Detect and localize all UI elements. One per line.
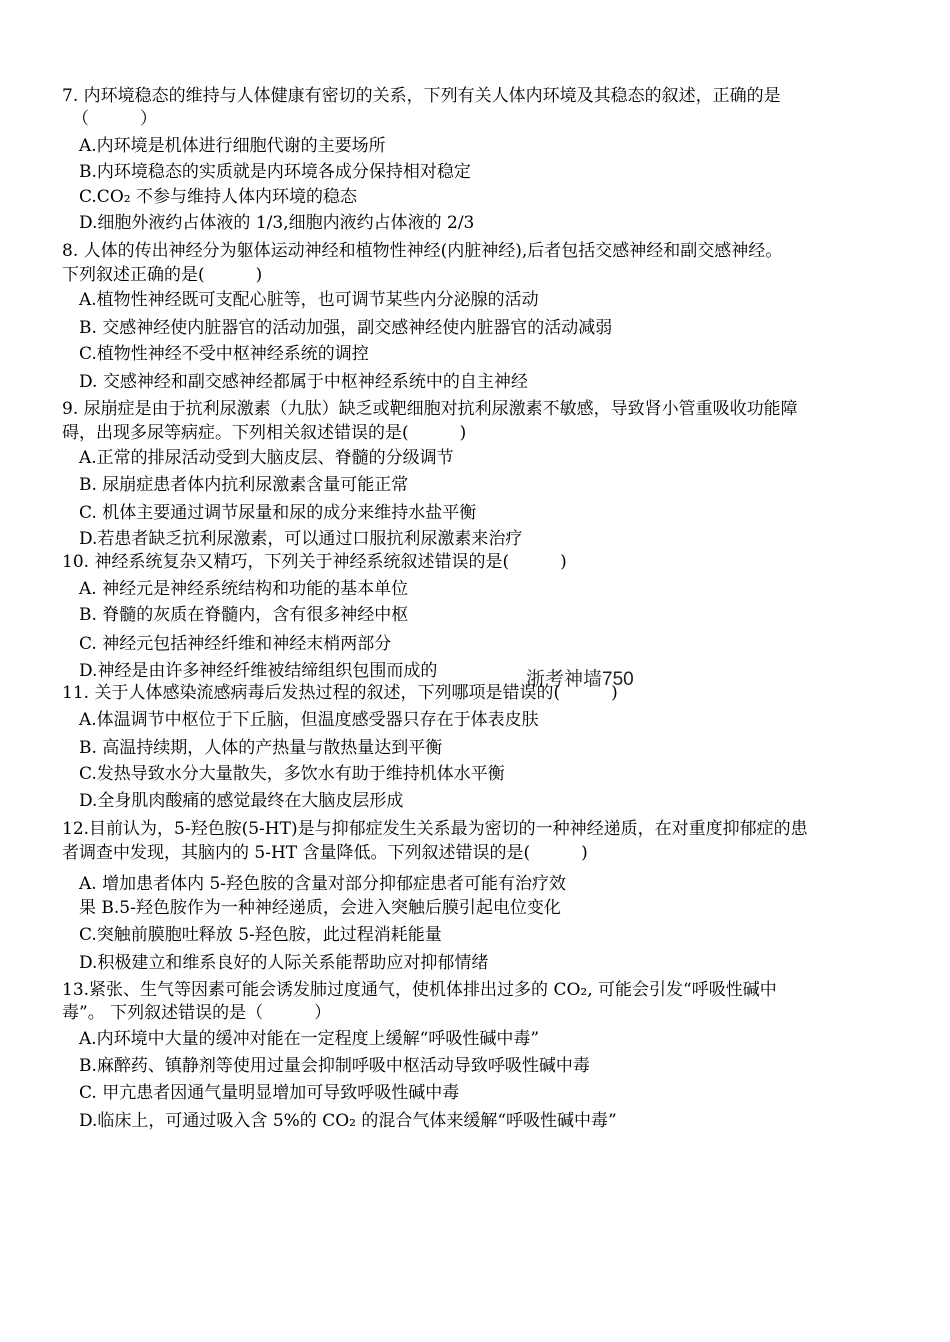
- question-11-stem: 11. 关于人体感染流感病毒后发热过程的叙述，下列哪项是错误的( ): [62, 683, 618, 703]
- question-8-stem: 8. 人体的传出神经分为躯体运动神经和植物性神经(内脏神经),后者包括交感神经和副交感神经。: [62, 241, 783, 261]
- question-10-option-d: D.神经是由许多神经纤维被结缔组织包围而成的: [79, 661, 438, 681]
- question-11-option-b: B. 高温持续期，人体的产热量与散热量达到平衡: [79, 738, 443, 758]
- question-12-option-a: A. 增加患者体内 5-羟色胺的含量对部分抑郁症患者可能有治疗效: [79, 874, 567, 894]
- question-11-option-c: C.发热导致水分大量散失，多饮水有助于维持机体水平衡: [79, 764, 505, 784]
- question-13-option-d: D.临床上，可通过吸入含 5%的 CO₂ 的混合气体来缓解“呼吸性碱中毒”: [79, 1111, 617, 1131]
- question-13-stem: 13.紧张、生气等因素可能会诱发肺过度通气，使机体排出过多的 CO₂, 可能会引发“呼吸性碱中: [62, 980, 777, 1000]
- question-9-option-d: D.若患者缺乏抗利尿激素，可以通过口服抗利尿激素来治疗: [79, 529, 523, 549]
- question-11-option-a: A.体温调节中枢位于下丘脑，但温度感受器只存在于体表皮肤: [79, 710, 539, 730]
- question-7-option-a: A.内环境是机体进行细胞代谢的主要场所: [79, 136, 386, 156]
- question-9-option-a: A.正常的排尿活动受到大脑皮层、脊髓的分级调节: [79, 448, 454, 468]
- question-12-option-c: C.突触前膜胞吐释放 5-羟色胺，此过程消耗能量: [79, 925, 442, 945]
- question-7-option-d: D.细胞外液约占体液的 1/3,细胞内液约占体液的 2/3: [79, 213, 475, 233]
- question-13-stem-continued: 毒”。 下列叙述错误的是（ ）: [62, 1003, 332, 1023]
- question-11-option-d: D.全身肌肉酸痛的感觉最终在大脑皮层形成: [79, 791, 404, 811]
- question-10-stem: 10. 神经系统复杂又精巧，下列关于神经系统叙述错误的是( ): [62, 552, 567, 572]
- question-8-stem-continued: 下列叙述正确的是( ): [62, 265, 263, 285]
- question-10-option-a: A. 神经元是神经系统结构和功能的基本单位: [79, 579, 409, 599]
- question-12-option-a-continued: 果 B.5-羟色胺作为一种神经递质，会进入突触后膜引起电位变化: [79, 898, 561, 918]
- watermark-text: 浙考神墙750: [526, 669, 634, 690]
- question-8-option-d: D. 交感神经和副交感神经都属于中枢神经系统中的自主神经: [79, 372, 528, 392]
- question-13-option-a: A.内环境中大量的缓冲对能在一定程度上缓解“呼吸性碱中毒”: [79, 1029, 540, 1049]
- question-9-stem: 9. 尿崩症是由于抗利尿激素（九肽）缺乏或靶细胞对抗利尿激素不敏感，导致肾小管重吸收功能障: [62, 399, 798, 419]
- question-8-option-c: C.植物性神经不受中枢神经系统的调控: [79, 344, 369, 364]
- question-12-stem: 12.目前认为，5-羟色胺(5-HT)是与抑郁症发生关系最为密切的一种神经递质，在对重度抑郁症的患: [62, 819, 808, 839]
- question-9-option-c: C. 机体主要通过调节尿量和尿的成分来维持水盐平衡: [79, 503, 477, 523]
- question-10-option-c: C. 神经元包括神经纤维和神经末梢两部分: [79, 634, 392, 654]
- question-12-stem-continued: 者调查中发现，其脑内的 5-HT 含量降低。下列叙述错误的是( ): [62, 843, 588, 863]
- question-7-stem: 7. 内环境稳态的维持与人体健康有密切的关系，下列有关人体内环境及其稳态的叙述，正确的是: [62, 86, 781, 106]
- question-10-option-b: B. 脊髓的灰质在脊髓内，含有很多神经中枢: [79, 605, 409, 625]
- question-9-option-b: B. 尿崩症患者体内抗利尿激素含量可能正常: [79, 475, 409, 495]
- question-12-option-d: D.积极建立和维系良好的人际关系能帮助应对抑郁情绪: [79, 953, 489, 973]
- question-13-option-b: B.麻醉药、镇静剂等使用过量会抑制呼吸中枢活动导致呼吸性碱中毒: [79, 1056, 590, 1076]
- question-7-option-c: C.CO₂ 不参与维持人体内环境的稳态: [79, 187, 357, 207]
- question-13-option-c: C. 甲亢患者因通气量明显增加可导致呼吸性碱中毒: [79, 1083, 460, 1103]
- question-8-option-a: A.植物性神经既可支配心脏等，也可调节某些内分泌腺的活动: [79, 290, 539, 310]
- question-7-stem-continued: （ ）: [72, 109, 157, 129]
- question-7-option-b: B.内环境稳态的实质就是内环境各成分保持相对稳定: [79, 162, 471, 182]
- question-8-option-b: B. 交感神经使内脏器官的活动加强，副交感神经使内脏器官的活动减弱: [79, 318, 613, 338]
- question-9-stem-continued: 碍，出现多尿等病症。下列相关叙述错误的是( ): [62, 423, 467, 443]
